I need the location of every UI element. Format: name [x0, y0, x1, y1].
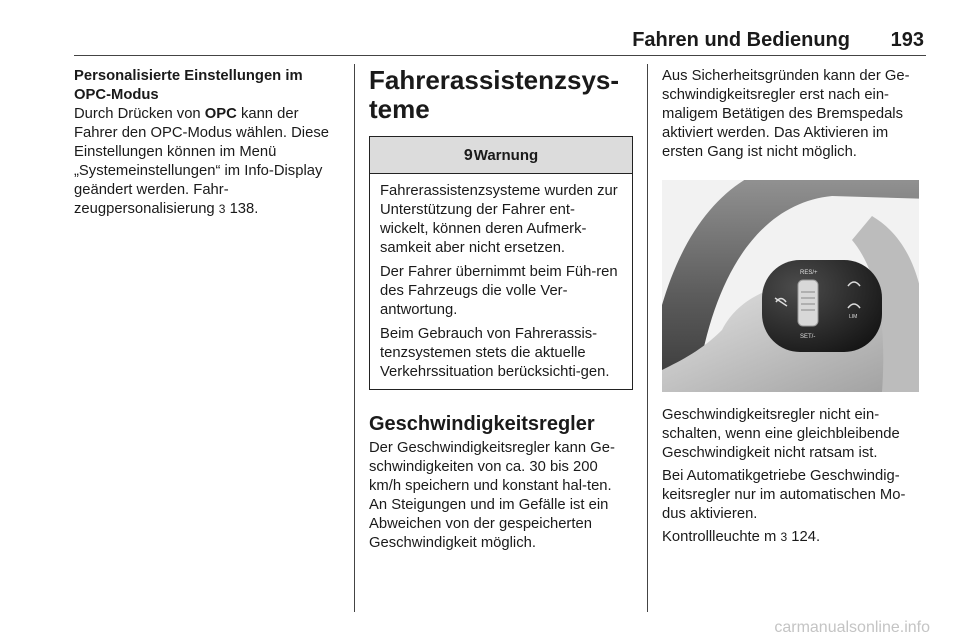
automatic-gearbox-paragraph: Bei Automatikgetriebe Geschwindig-keitsregler nur im automatischen Mo-dus aktivieren.	[662, 468, 906, 522]
xref-arrow-icon: 3	[218, 202, 226, 216]
opc-key-label: OPC	[204, 106, 237, 122]
caution-paragraph: Geschwindigkeitsregler nicht ein-schalten, wenn eine gleichbleibende Geschwindigkeit nicht ratsam ist.	[662, 407, 900, 461]
watermark: carmanualsonline.info	[774, 619, 930, 636]
xref-page-link[interactable]: 138.	[225, 201, 259, 217]
section-title: Geschwindigkeitsregler	[369, 413, 595, 435]
warning-title: Warnung	[473, 146, 539, 164]
indicator-paragraph: Kontrollleuchte m 3 124.	[662, 529, 821, 545]
warning-paragraph: Der Fahrer übernimmt beim Füh-ren des Fahrzeugs die volle Ver-antwortung.	[380, 264, 618, 318]
column-divider-left	[354, 64, 355, 612]
warning-header	[370, 137, 632, 174]
cruise-indicator-icon: m	[764, 529, 777, 545]
warning-paragraph: Fahrerassistenzsysteme wurden zur Unterstützung der Fahrer ent-wickelt, können deren Aufmerk-samkeit aber nicht ersetzen.	[380, 183, 618, 256]
opc-paragraph: Durch Drücken von OPC kann der Fahrer den OPC-Modus wählen. Diese Einstellungen können im Menü „Systemeinstellungen“ im Info-Display geändert werden. Fahr-zeugpersonalisierung 3 138.	[74, 106, 329, 217]
opc-heading: Personalisierte Einstellungen im OPC-Modus	[74, 68, 303, 103]
column-left	[74, 67, 344, 223]
set-minus-label: SET/-	[800, 334, 816, 340]
column-divider-right	[647, 64, 648, 612]
steering-wheel-figure	[662, 180, 919, 392]
warning-paragraph: Beim Gebrauch von Fahrerassis-tenzsystemen stets die aktuelle Verkehrssituation berücksichti-gen.	[380, 326, 610, 380]
cruise-rocker-switch	[798, 280, 818, 326]
safety-paragraph: Aus Sicherheitsgründen kann der Ge-schwindigkeitsregler erst nach ein-maligem Betätigen des Bremspedals aktiviert werden. Das Aktivieren im ersten Gang ist nicht möglich.	[662, 68, 910, 160]
column-middle	[369, 66, 633, 557]
xref-page-link[interactable]: 124.	[787, 529, 821, 545]
warning-box	[369, 136, 633, 390]
warning-body	[370, 174, 632, 389]
header-rule	[74, 55, 926, 56]
page-number: 193	[890, 29, 924, 51]
res-plus-label: RES/+	[800, 270, 818, 276]
header-title: Fahren und Bedienung	[632, 29, 850, 51]
steering-wheel-illustration	[662, 180, 919, 392]
warning-triangle-icon: 9	[463, 146, 473, 164]
control-pad	[762, 260, 882, 352]
chapter-title: Fahrerassistenzsys- teme	[369, 65, 620, 124]
column-right	[662, 67, 926, 551]
cruise-control-paragraph: Der Geschwindigkeitsregler kann Ge-schwindigkeiten von ca. 30 bis 200 km/h speichern und konstant hal-ten. An Steigungen und im Gefälle ist ein Abweichen von der gespeicherten Geschwindigkeit möglich.	[369, 440, 615, 551]
lim-label: LIM	[849, 314, 858, 320]
xref-arrow-icon: 3	[780, 530, 788, 544]
